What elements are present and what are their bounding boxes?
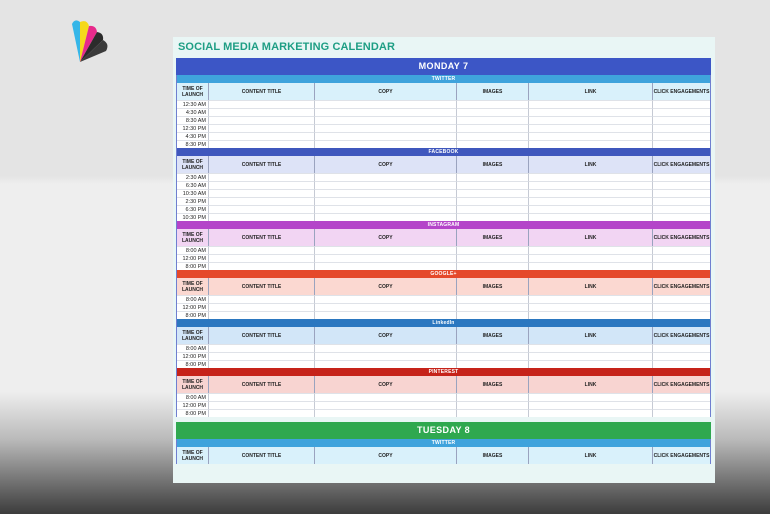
network-section (176, 221, 711, 270)
column-header: CLICK ENGAGEMENTS (653, 376, 710, 393)
empty-cell[interactable] (315, 181, 457, 189)
network-section (176, 319, 711, 368)
empty-cell[interactable] (315, 173, 457, 181)
column-header: IMAGES (457, 376, 529, 393)
empty-cell[interactable] (457, 205, 529, 213)
time-cell: 10:30 AM (177, 189, 209, 197)
empty-cell[interactable] (529, 189, 653, 197)
time-cell: 6:30 AM (177, 181, 209, 189)
time-cell: 8:00 PM (177, 262, 209, 270)
column-header: CONTENT TITLE (209, 229, 315, 246)
empty-cell[interactable] (315, 254, 457, 262)
empty-cell[interactable] (209, 393, 315, 401)
table-row (177, 311, 710, 319)
empty-cell[interactable] (315, 132, 457, 140)
table-row (177, 205, 710, 213)
column-header: IMAGES (457, 83, 529, 100)
column-header-row (177, 229, 710, 246)
time-cell: 12:30 AM (177, 100, 209, 108)
time-cell: 10:30 PM (177, 213, 209, 221)
empty-cell[interactable] (529, 254, 653, 262)
network-section (176, 270, 711, 319)
empty-cell[interactable] (209, 181, 315, 189)
empty-cell[interactable] (653, 173, 710, 181)
time-cell: 6:30 PM (177, 205, 209, 213)
network-label: TWITTER (177, 75, 710, 83)
empty-cell[interactable] (315, 344, 457, 352)
time-cell: 8:00 AM (177, 295, 209, 303)
column-header: CONTENT TITLE (209, 278, 315, 295)
empty-cell[interactable] (209, 205, 315, 213)
table-row (177, 393, 710, 401)
network-section (176, 439, 711, 464)
sheet-title: SOCIAL MEDIA MARKETING CALENDAR (178, 41, 395, 53)
column-header-row (177, 83, 710, 100)
empty-cell[interactable] (315, 116, 457, 124)
empty-cell[interactable] (457, 303, 529, 311)
time-cell: 12:30 PM (177, 124, 209, 132)
empty-cell[interactable] (209, 409, 315, 417)
column-header: LINK (529, 229, 653, 246)
empty-cell[interactable] (209, 344, 315, 352)
empty-cell[interactable] (209, 360, 315, 368)
empty-cell[interactable] (315, 303, 457, 311)
column-header: COPY (315, 376, 457, 393)
empty-cell[interactable] (457, 352, 529, 360)
column-header: TIME OF LAUNCH (177, 156, 209, 173)
table-row (177, 197, 710, 205)
empty-cell[interactable] (209, 116, 315, 124)
table-row (177, 303, 710, 311)
spreadsheet (173, 37, 715, 483)
table-row (177, 124, 710, 132)
empty-cell[interactable] (457, 393, 529, 401)
calendar-grid (176, 58, 711, 464)
empty-cell[interactable] (209, 124, 315, 132)
empty-cell[interactable] (529, 132, 653, 140)
column-header: IMAGES (457, 156, 529, 173)
empty-cell[interactable] (457, 262, 529, 270)
empty-cell[interactable] (529, 140, 653, 148)
empty-cell[interactable] (457, 100, 529, 108)
time-cell: 2:30 PM (177, 197, 209, 205)
column-header: CONTENT TITLE (209, 447, 315, 464)
column-header: LINK (529, 447, 653, 464)
empty-cell[interactable] (653, 352, 710, 360)
column-header-row (177, 447, 710, 464)
time-cell: 8:30 PM (177, 140, 209, 148)
empty-cell[interactable] (653, 246, 710, 254)
column-header: COPY (315, 447, 457, 464)
column-header: CONTENT TITLE (209, 327, 315, 344)
empty-cell[interactable] (529, 197, 653, 205)
empty-cell[interactable] (457, 197, 529, 205)
empty-cell[interactable] (457, 116, 529, 124)
column-header: CLICK ENGAGEMENTS (653, 83, 710, 100)
empty-cell[interactable] (653, 344, 710, 352)
column-header: CONTENT TITLE (209, 156, 315, 173)
empty-cell[interactable] (315, 311, 457, 319)
empty-cell[interactable] (457, 140, 529, 148)
column-header: TIME OF LAUNCH (177, 278, 209, 295)
empty-cell[interactable] (315, 352, 457, 360)
empty-cell[interactable] (315, 140, 457, 148)
empty-cell[interactable] (529, 360, 653, 368)
time-cell: 8:00 PM (177, 409, 209, 417)
time-cell: 4:30 PM (177, 132, 209, 140)
empty-cell[interactable] (457, 344, 529, 352)
empty-cell[interactable] (209, 311, 315, 319)
empty-cell[interactable] (653, 295, 710, 303)
empty-cell[interactable] (209, 140, 315, 148)
empty-cell[interactable] (457, 124, 529, 132)
time-cell: 8:30 AM (177, 116, 209, 124)
table-row (177, 344, 710, 352)
table-row (177, 116, 710, 124)
column-header-row (177, 327, 710, 344)
empty-cell[interactable] (529, 205, 653, 213)
column-header: IMAGES (457, 229, 529, 246)
empty-cell[interactable] (653, 213, 710, 221)
empty-cell[interactable] (315, 295, 457, 303)
empty-cell[interactable] (457, 132, 529, 140)
network-label: TWITTER (177, 439, 710, 447)
time-cell: 2:30 AM (177, 173, 209, 181)
empty-cell[interactable] (529, 181, 653, 189)
column-header: TIME OF LAUNCH (177, 229, 209, 246)
table-row (177, 189, 710, 197)
network-label: INSTAGRAM (177, 221, 710, 229)
empty-cell[interactable] (457, 173, 529, 181)
network-section (176, 368, 711, 417)
column-header: CONTENT TITLE (209, 376, 315, 393)
empty-cell[interactable] (653, 393, 710, 401)
empty-cell[interactable] (457, 181, 529, 189)
empty-cell[interactable] (315, 393, 457, 401)
time-cell: 12:00 PM (177, 254, 209, 262)
network-section (176, 75, 711, 148)
table-row (177, 409, 710, 417)
empty-cell[interactable] (315, 124, 457, 132)
table-row (177, 140, 710, 148)
network-label: FACEBOOK (177, 148, 710, 156)
time-cell: 4:30 AM (177, 108, 209, 116)
column-header: LINK (529, 83, 653, 100)
empty-cell[interactable] (529, 295, 653, 303)
column-header: CLICK ENGAGEMENTS (653, 156, 710, 173)
empty-cell[interactable] (653, 108, 710, 116)
table-row (177, 352, 710, 360)
column-header: LINK (529, 327, 653, 344)
network-section (176, 148, 711, 221)
empty-cell[interactable] (457, 254, 529, 262)
empty-cell[interactable] (529, 401, 653, 409)
empty-cell[interactable] (315, 197, 457, 205)
empty-cell[interactable] (653, 197, 710, 205)
empty-cell[interactable] (209, 213, 315, 221)
table-row (177, 401, 710, 409)
column-header: LINK (529, 376, 653, 393)
empty-cell[interactable] (209, 100, 315, 108)
time-cell: 8:00 PM (177, 311, 209, 319)
column-header-row (177, 376, 710, 393)
empty-cell[interactable] (653, 116, 710, 124)
empty-cell[interactable] (209, 303, 315, 311)
empty-cell[interactable] (529, 213, 653, 221)
empty-cell[interactable] (315, 189, 457, 197)
empty-cell[interactable] (315, 100, 457, 108)
empty-cell[interactable] (209, 189, 315, 197)
column-header: IMAGES (457, 278, 529, 295)
table-row (177, 100, 710, 108)
table-row (177, 173, 710, 181)
empty-cell[interactable] (315, 409, 457, 417)
empty-cell[interactable] (457, 246, 529, 254)
brand-logo (70, 18, 116, 62)
time-cell: 12:00 PM (177, 303, 209, 311)
empty-cell[interactable] (529, 344, 653, 352)
empty-cell[interactable] (209, 254, 315, 262)
empty-cell[interactable] (653, 124, 710, 132)
column-header: LINK (529, 156, 653, 173)
network-label: PINTEREST (177, 368, 710, 376)
network-label: LinkedIn (177, 319, 710, 327)
empty-cell[interactable] (529, 311, 653, 319)
network-label: GOOGLE+ (177, 270, 710, 278)
empty-cell[interactable] (653, 100, 710, 108)
empty-cell[interactable] (529, 409, 653, 417)
table-row (177, 360, 710, 368)
empty-cell[interactable] (315, 360, 457, 368)
time-cell: 8:00 AM (177, 393, 209, 401)
column-header: CLICK ENGAGEMENTS (653, 278, 710, 295)
empty-cell[interactable] (209, 108, 315, 116)
day-header: MONDAY 7 (176, 58, 711, 75)
empty-cell[interactable] (653, 360, 710, 368)
empty-cell[interactable] (653, 140, 710, 148)
empty-cell[interactable] (529, 124, 653, 132)
empty-cell[interactable] (457, 295, 529, 303)
empty-cell[interactable] (653, 409, 710, 417)
empty-cell[interactable] (653, 303, 710, 311)
empty-cell[interactable] (529, 100, 653, 108)
table-row (177, 254, 710, 262)
empty-cell[interactable] (529, 393, 653, 401)
empty-cell[interactable] (653, 205, 710, 213)
empty-cell[interactable] (209, 197, 315, 205)
empty-cell[interactable] (209, 295, 315, 303)
empty-cell[interactable] (457, 401, 529, 409)
column-header-row (177, 278, 710, 295)
column-header: COPY (315, 83, 457, 100)
column-header: COPY (315, 156, 457, 173)
empty-cell[interactable] (315, 108, 457, 116)
column-header: CONTENT TITLE (209, 83, 315, 100)
empty-cell[interactable] (529, 246, 653, 254)
column-header: TIME OF LAUNCH (177, 376, 209, 393)
empty-cell[interactable] (315, 213, 457, 221)
column-header: COPY (315, 229, 457, 246)
empty-cell[interactable] (209, 401, 315, 409)
empty-cell[interactable] (529, 303, 653, 311)
table-row (177, 108, 710, 116)
empty-cell[interactable] (653, 262, 710, 270)
empty-cell[interactable] (209, 132, 315, 140)
column-header: COPY (315, 278, 457, 295)
empty-cell[interactable] (653, 181, 710, 189)
empty-cell[interactable] (315, 246, 457, 254)
column-header: CLICK ENGAGEMENTS (653, 327, 710, 344)
column-header: IMAGES (457, 447, 529, 464)
column-header: TIME OF LAUNCH (177, 83, 209, 100)
table-row (177, 132, 710, 140)
empty-cell[interactable] (209, 352, 315, 360)
empty-cell[interactable] (653, 311, 710, 319)
empty-cell[interactable] (457, 213, 529, 221)
empty-cell[interactable] (457, 189, 529, 197)
empty-cell[interactable] (653, 401, 710, 409)
table-row (177, 262, 710, 270)
empty-cell[interactable] (529, 173, 653, 181)
time-cell: 12:00 PM (177, 401, 209, 409)
empty-cell[interactable] (457, 311, 529, 319)
empty-cell[interactable] (529, 108, 653, 116)
column-header-row (177, 156, 710, 173)
empty-cell[interactable] (457, 360, 529, 368)
empty-cell[interactable] (653, 254, 710, 262)
empty-cell[interactable] (457, 108, 529, 116)
empty-cell[interactable] (315, 401, 457, 409)
empty-cell[interactable] (209, 246, 315, 254)
empty-cell[interactable] (653, 132, 710, 140)
column-header: LINK (529, 278, 653, 295)
table-row (177, 246, 710, 254)
empty-cell[interactable] (315, 205, 457, 213)
column-header: CLICK ENGAGEMENTS (653, 229, 710, 246)
empty-cell[interactable] (653, 189, 710, 197)
column-header: TIME OF LAUNCH (177, 447, 209, 464)
table-row (177, 181, 710, 189)
column-header: CLICK ENGAGEMENTS (653, 447, 710, 464)
empty-cell[interactable] (315, 262, 457, 270)
table-row (177, 295, 710, 303)
table-row (177, 213, 710, 221)
empty-cell[interactable] (529, 262, 653, 270)
column-header: COPY (315, 327, 457, 344)
time-cell: 12:00 PM (177, 352, 209, 360)
empty-cell[interactable] (209, 173, 315, 181)
empty-cell[interactable] (529, 116, 653, 124)
column-header: IMAGES (457, 327, 529, 344)
day-header: TUESDAY 8 (176, 422, 711, 439)
column-header: TIME OF LAUNCH (177, 327, 209, 344)
time-cell: 8:00 PM (177, 360, 209, 368)
empty-cell[interactable] (457, 409, 529, 417)
empty-cell[interactable] (529, 352, 653, 360)
empty-cell[interactable] (209, 262, 315, 270)
time-cell: 8:00 AM (177, 246, 209, 254)
time-cell: 8:00 AM (177, 344, 209, 352)
